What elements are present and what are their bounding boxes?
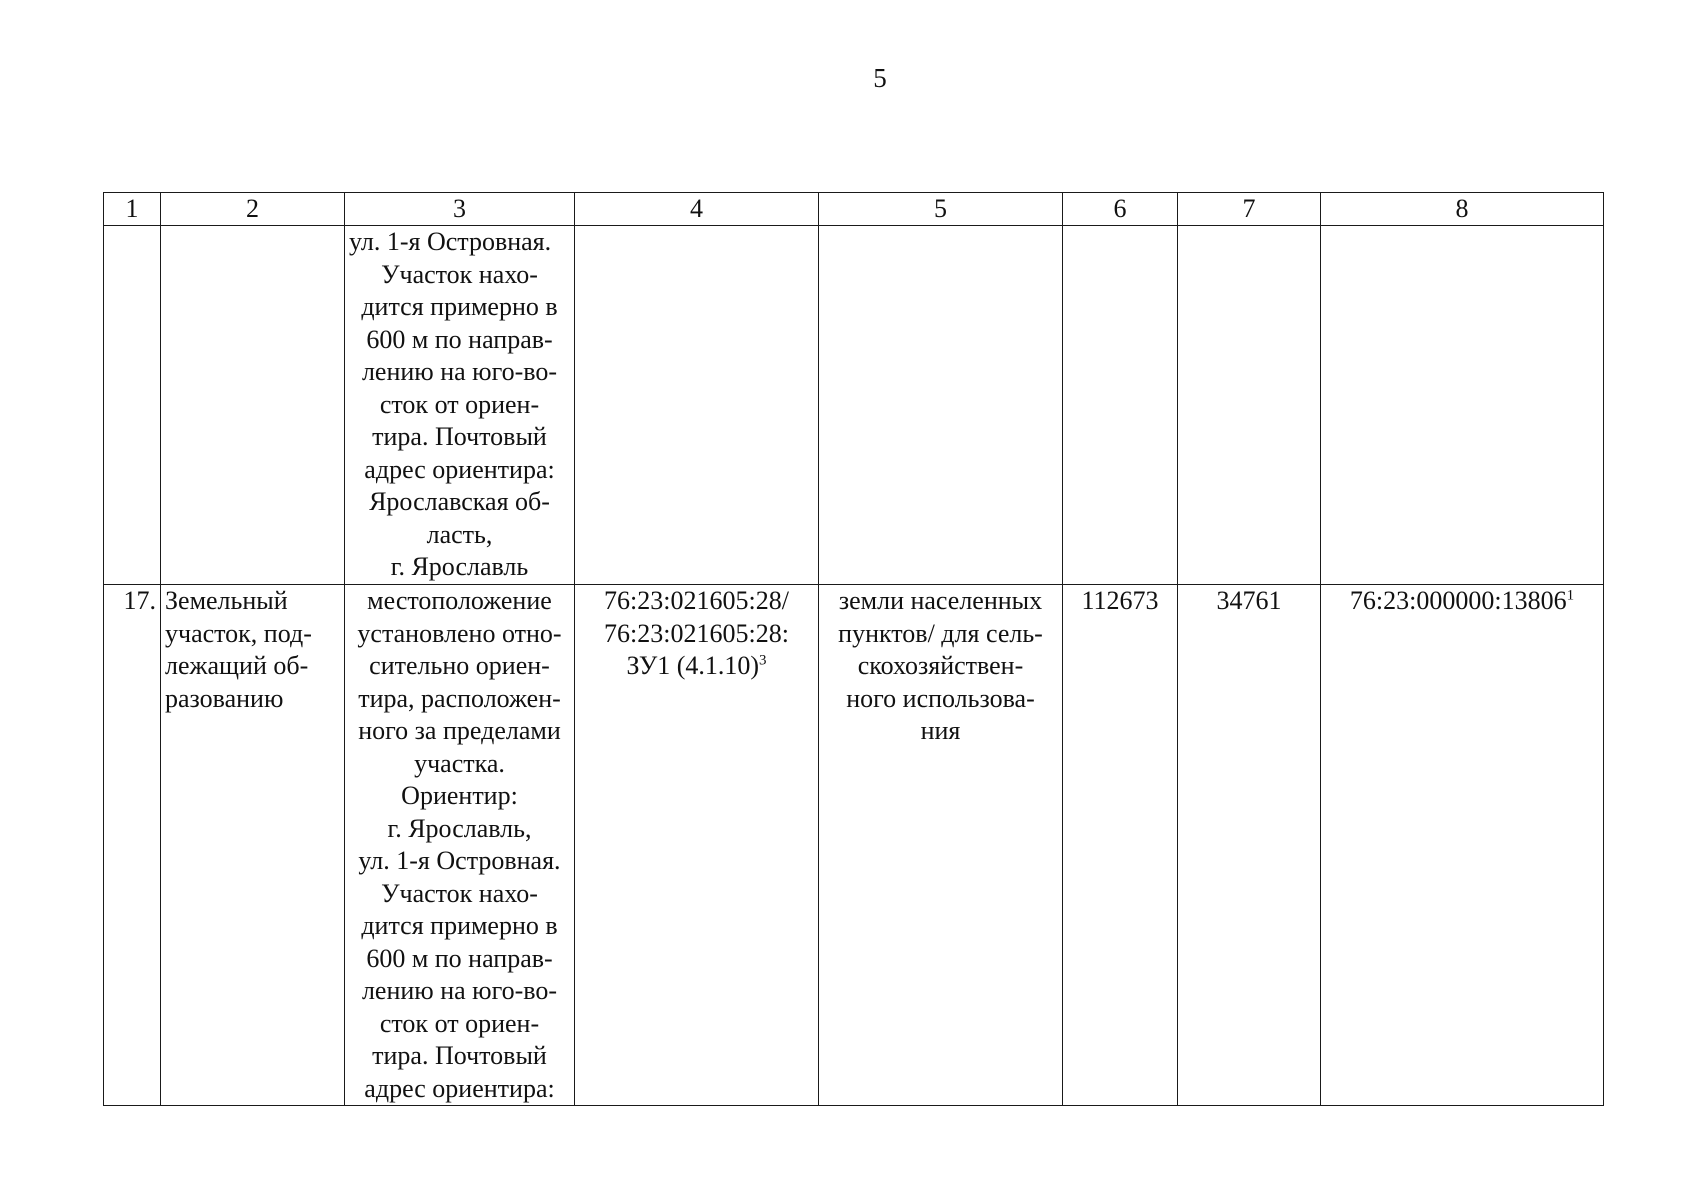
cont-col-4 — [575, 226, 819, 585]
header-col-2: 2 — [161, 193, 345, 226]
cont-location-line: лению на юго-во- — [361, 357, 558, 386]
location-line: установлено отно- — [357, 618, 562, 648]
land-plots-table — [103, 192, 1604, 1106]
cont-location-line: Ярославская об- — [369, 487, 550, 516]
cont-location-line: ул. 1-я Островная. — [349, 227, 552, 256]
cadastral-numbers — [575, 585, 819, 1106]
cadastral-number-line: 76:23:021605:28/ — [604, 586, 789, 615]
location-line: ул. 1-я Островная. — [358, 846, 561, 875]
land-category-line: скохозяйствен- — [857, 651, 1024, 680]
header-col-3: 3 — [345, 193, 575, 226]
location-line: ного за пределами — [358, 716, 561, 745]
plot-description-line: участок, под- — [165, 618, 312, 648]
location-line: адрес ориентира: — [364, 1073, 555, 1103]
cont-col-5 — [819, 226, 1063, 585]
header-row — [104, 193, 1604, 226]
plot-description-line: разованию — [165, 683, 284, 713]
cadastral-number-line — [579, 650, 814, 683]
cont-location-line: ласть, — [426, 519, 493, 549]
cont-location-line: 600 м по направ- — [366, 324, 553, 354]
plot-location — [345, 585, 575, 1106]
cont-location-line: сток от ориен- — [379, 389, 540, 419]
location-line: Ориентир: — [401, 781, 518, 810]
location-line: тира. Почтовый — [372, 1041, 547, 1070]
area-value: 112673 — [1063, 585, 1178, 1106]
header-col-6: 6 — [1063, 193, 1178, 226]
parent-cadastral-number-text: 76:23:000000:13806 — [1349, 586, 1567, 615]
land-category — [819, 585, 1063, 1106]
header-col-4: 4 — [575, 193, 819, 226]
cont-location-line: адрес ориентира: — [364, 454, 555, 484]
header-col-5: 5 — [819, 193, 1063, 226]
land-category-line: ного использова- — [846, 683, 1035, 713]
cont-location-line: г. Ярославль — [390, 552, 529, 581]
land-category-line: ния — [920, 716, 961, 745]
cont-col-6 — [1063, 226, 1178, 585]
cadastral-zu-code: ЗУ1 (4.1.10) — [626, 651, 760, 680]
location-line: сток от ориен- — [379, 1008, 540, 1038]
location-line: сительно ориен- — [369, 651, 550, 680]
location-line: дится примерно в — [361, 911, 558, 940]
plot-description — [161, 585, 345, 1106]
location-line: лению на юго-во- — [361, 976, 558, 1005]
header-col-1: 1 — [104, 193, 161, 226]
header-col-7: 7 — [1178, 193, 1321, 226]
cont-col-1 — [104, 226, 161, 585]
location-line: 600 м по направ- — [366, 943, 553, 973]
location-line: местоположение — [367, 586, 552, 615]
location-line: тира, расположен- — [358, 683, 561, 713]
page-number: 5 — [873, 63, 887, 93]
continuation-row — [104, 226, 1604, 585]
land-category-line: пунктов/ для сель- — [838, 618, 1043, 648]
table-row-17 — [104, 585, 1604, 1106]
plot-description-line: Земельный — [165, 586, 288, 615]
parent-cadastral-number — [1321, 585, 1604, 1106]
footnote-ref: 1 — [1566, 587, 1575, 604]
cont-col-7 — [1178, 226, 1321, 585]
cont-col-8 — [1321, 226, 1604, 585]
area-value-2: 34761 — [1178, 585, 1321, 1106]
cont-location-line: тира. Почтовый — [372, 422, 547, 451]
cont-col-2 — [161, 226, 345, 585]
land-category-line: земли населенных — [838, 586, 1043, 615]
location-line: г. Ярославль, — [387, 813, 532, 843]
plot-description-line: лежащий об- — [165, 651, 309, 680]
cadastral-number-line: 76:23:021605:28: — [604, 618, 789, 648]
footnote-ref: 3 — [759, 652, 767, 669]
location-line: Участок нахо- — [381, 878, 538, 908]
header-col-8: 8 — [1321, 193, 1604, 226]
cont-location-line: дится примерно в — [361, 292, 558, 321]
row-number: 17. — [104, 585, 161, 1106]
cont-col-3-location — [345, 226, 575, 585]
cont-location-line: Участок нахо- — [381, 259, 538, 289]
location-line: участка. — [414, 748, 505, 778]
